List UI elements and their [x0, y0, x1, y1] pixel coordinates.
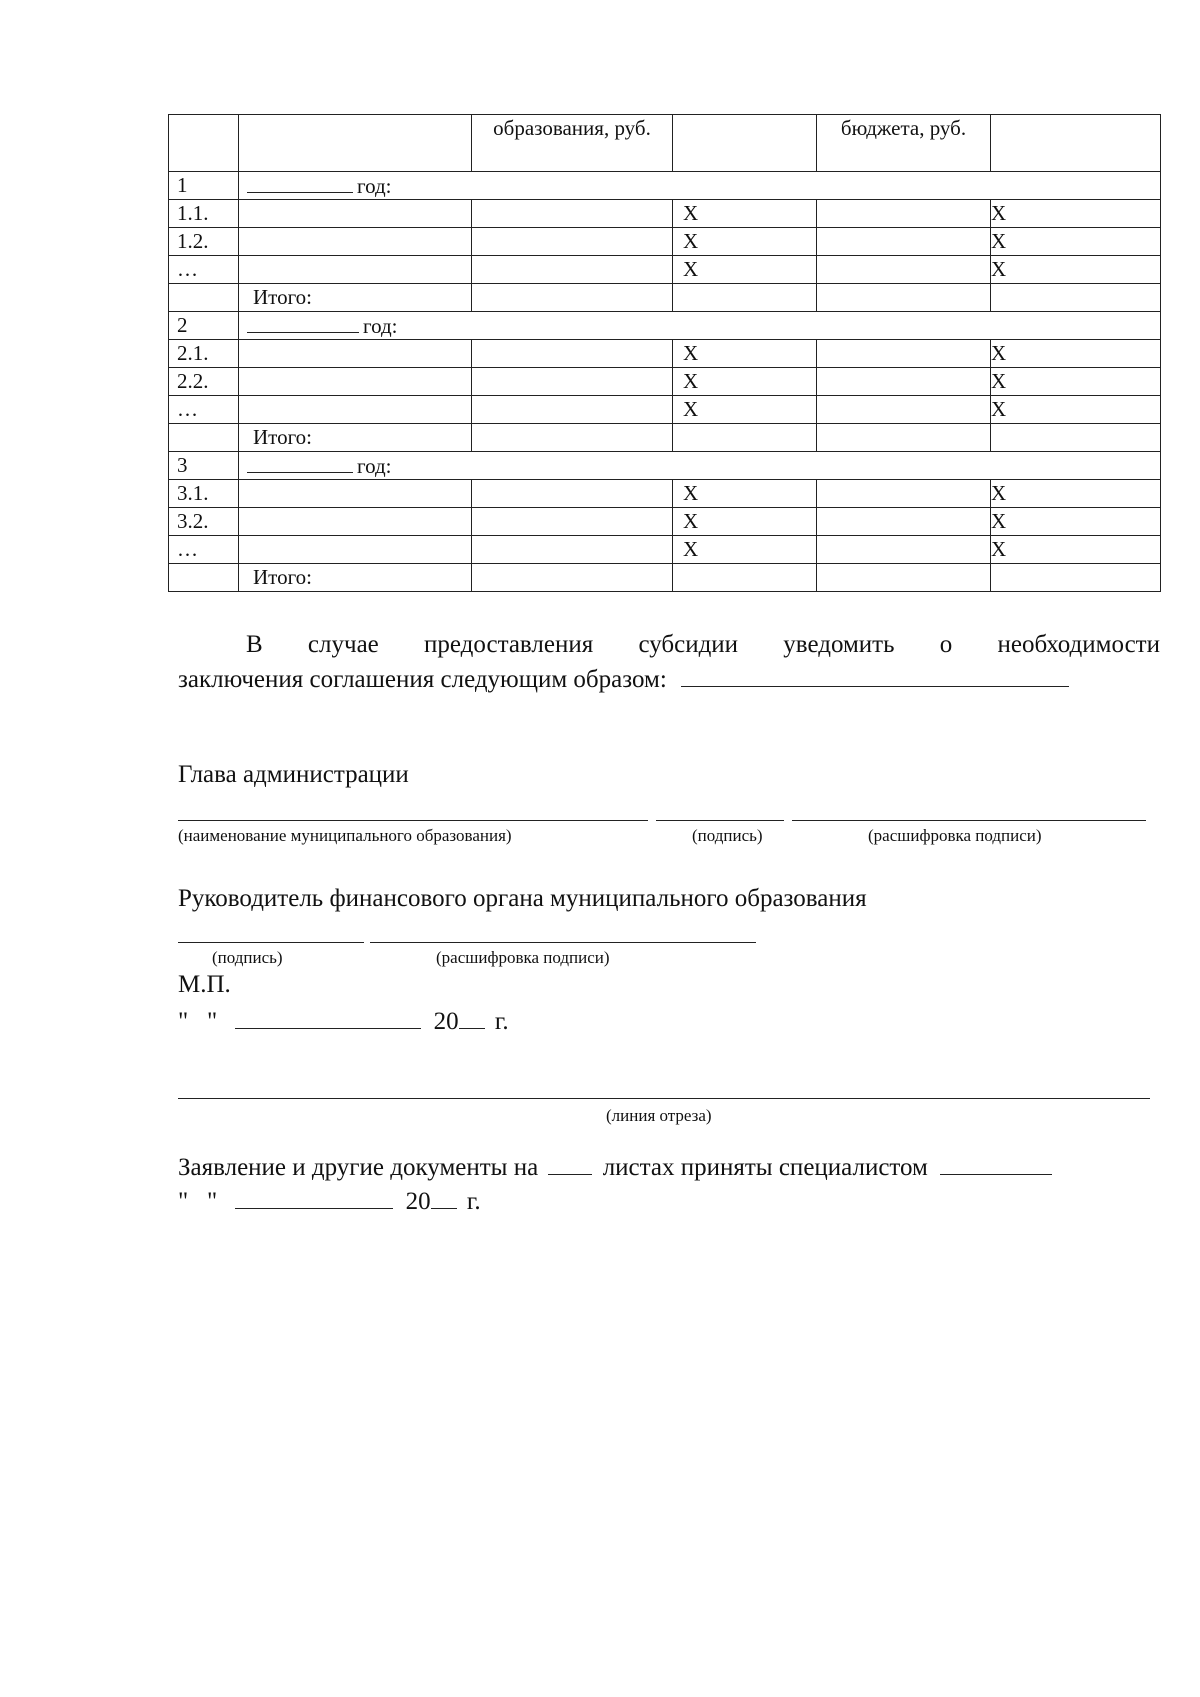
row-cell [239, 228, 472, 256]
receipt-month-blank [235, 1184, 393, 1209]
municipality-name-line [178, 820, 648, 821]
head-admin-title: Глава администрации [178, 761, 409, 788]
row-cell [239, 536, 472, 564]
x-mark-cell: X [673, 536, 817, 564]
notice-word: субсидии [638, 631, 739, 658]
notice-word: о [939, 631, 953, 658]
header-cell-budget: бюджета, руб. [817, 115, 991, 172]
x-mark-cell: X [673, 340, 817, 368]
head-decode-line [792, 820, 1146, 821]
caption-head-signature: (подпись) [692, 826, 763, 845]
x-mark-cell: X [991, 368, 1161, 396]
notice-paragraph [178, 628, 1160, 697]
x-mark-cell: X [991, 340, 1161, 368]
year-label-cell [239, 172, 1161, 200]
row-cell [472, 340, 673, 368]
year-blank [247, 452, 353, 473]
receipt-text-before: Заявление и другие документы на [178, 1154, 539, 1181]
row-cell [817, 284, 991, 312]
row-cell [817, 424, 991, 452]
row-cell [239, 368, 472, 396]
x-mark-cell: X [991, 200, 1161, 228]
row-cell [817, 396, 991, 424]
row-cell [239, 200, 472, 228]
table-row [169, 200, 1161, 228]
x-mark-cell: X [991, 228, 1161, 256]
total-row [169, 284, 1161, 312]
finance-signature-line [178, 942, 364, 943]
row-cell [472, 228, 673, 256]
cut-line [178, 1098, 1150, 1099]
notice-line-2-text: заключения соглашения следующим образом: [178, 666, 667, 693]
total-row [169, 424, 1161, 452]
year-blank [247, 172, 353, 193]
year-label-cell [239, 452, 1161, 480]
x-mark-cell: X [991, 508, 1161, 536]
receipt-text-after: листах приняты специалистом [602, 1154, 928, 1181]
x-mark-cell: X [673, 200, 817, 228]
notice-word: В [246, 631, 263, 658]
row-number-cell: 1.2. [169, 228, 239, 256]
row-cell [239, 396, 472, 424]
year-blank [459, 1004, 485, 1029]
total-label-cell: Итого: [239, 424, 472, 452]
x-mark-cell: X [673, 368, 817, 396]
header-cell [991, 115, 1161, 172]
row-cell [817, 340, 991, 368]
x-mark-cell: X [673, 228, 817, 256]
notice-word: случае [307, 631, 379, 658]
year-blank [247, 312, 359, 333]
receipt-year-suffix: г. [466, 1188, 481, 1215]
receipt-date-quote: " " [178, 1188, 218, 1215]
header-cell-municipal: образования, руб. [472, 115, 673, 172]
table-row [169, 256, 1161, 284]
caption-head-decode: (расшифровка подписи) [868, 826, 1042, 845]
x-mark-cell: X [991, 396, 1161, 424]
row-cell [472, 396, 673, 424]
row-cell [991, 424, 1161, 452]
stamp-placeholder: М.П. [178, 971, 231, 998]
year-label-cell [239, 312, 1161, 340]
x-mark-cell: X [991, 256, 1161, 284]
year-row [169, 312, 1161, 340]
table-row [169, 508, 1161, 536]
row-cell [472, 256, 673, 284]
row-cell [472, 200, 673, 228]
notice-method-blank [681, 662, 1069, 687]
table-row [169, 536, 1161, 564]
total-label-cell: Итого: [239, 284, 472, 312]
caption-finance-signature: (подпись) [212, 948, 283, 967]
receipt-year-blank [431, 1184, 457, 1209]
year-number-cell: 2 [169, 312, 239, 340]
row-cell [991, 284, 1161, 312]
row-cell [169, 284, 239, 312]
table-row [169, 480, 1161, 508]
row-number-cell: 2.2. [169, 368, 239, 396]
date-quote: " " [178, 1008, 218, 1035]
year-number-cell: 1 [169, 172, 239, 200]
row-cell [472, 564, 673, 592]
year-prefix: 20 [433, 1008, 459, 1035]
row-number-cell: 1.1. [169, 200, 239, 228]
x-mark-cell: X [673, 508, 817, 536]
row-cell [673, 424, 817, 452]
row-cell [673, 564, 817, 592]
row-cell [472, 536, 673, 564]
table-row [169, 340, 1161, 368]
row-cell [817, 200, 991, 228]
header-cell [169, 115, 239, 172]
finance-head-title: Руководитель финансового органа муниципального образования [178, 885, 867, 912]
year-label: год: [357, 174, 392, 198]
year-row [169, 172, 1161, 200]
table-row [169, 228, 1161, 256]
row-cell [817, 508, 991, 536]
row-cell [239, 340, 472, 368]
year-suffix: г. [494, 1008, 509, 1035]
row-number-cell: 3.1. [169, 480, 239, 508]
notice-word: уведомить [783, 631, 895, 658]
notice-line-2 [178, 662, 1160, 697]
finance-date-line [178, 1004, 509, 1037]
row-cell [472, 480, 673, 508]
total-label-cell: Итого: [239, 564, 472, 592]
x-mark-cell: X [991, 536, 1161, 564]
row-number-cell: 3.2. [169, 508, 239, 536]
total-row [169, 564, 1161, 592]
row-cell [817, 368, 991, 396]
row-cell [673, 284, 817, 312]
notice-word: необходимости [997, 631, 1160, 658]
row-cell [817, 536, 991, 564]
receipt-year-prefix: 20 [405, 1188, 431, 1215]
row-number-cell: … [169, 256, 239, 284]
row-cell [817, 256, 991, 284]
table-header-row [169, 115, 1161, 172]
table-row [169, 396, 1161, 424]
row-number-cell: … [169, 536, 239, 564]
row-cell [817, 480, 991, 508]
x-mark-cell: X [673, 256, 817, 284]
cut-line-caption: (линия отреза) [606, 1106, 712, 1125]
header-cell [239, 115, 472, 172]
year-number-cell: 3 [169, 452, 239, 480]
finance-decode-line [370, 942, 756, 943]
receipt-line [178, 1150, 1052, 1183]
subsidy-table [168, 114, 1161, 592]
row-cell [472, 508, 673, 536]
row-cell [239, 256, 472, 284]
caption-finance-decode: (расшифровка подписи) [436, 948, 610, 967]
notice-word: предоставления [424, 631, 594, 658]
row-cell [817, 564, 991, 592]
x-mark-cell: X [673, 396, 817, 424]
row-number-cell: … [169, 396, 239, 424]
year-row [169, 452, 1161, 480]
header-cell [673, 115, 817, 172]
row-cell [169, 424, 239, 452]
row-cell [817, 228, 991, 256]
specialist-blank [940, 1150, 1052, 1175]
pages-count-blank [548, 1150, 592, 1175]
date-month-blank [235, 1004, 421, 1029]
row-cell [472, 368, 673, 396]
receipt-date-line [178, 1184, 481, 1217]
row-number-cell: 2.1. [169, 340, 239, 368]
row-cell [472, 284, 673, 312]
year-label: год: [363, 314, 398, 338]
table-row [169, 368, 1161, 396]
row-cell [239, 480, 472, 508]
notice-line-1 [178, 628, 1160, 662]
x-mark-cell: X [991, 480, 1161, 508]
row-cell [169, 564, 239, 592]
year-label: год: [357, 454, 392, 478]
caption-municipality-name: (наименование муниципального образования) [178, 826, 512, 845]
head-signature-line [656, 820, 784, 821]
row-cell [472, 424, 673, 452]
row-cell [991, 564, 1161, 592]
x-mark-cell: X [673, 480, 817, 508]
row-cell [239, 508, 472, 536]
